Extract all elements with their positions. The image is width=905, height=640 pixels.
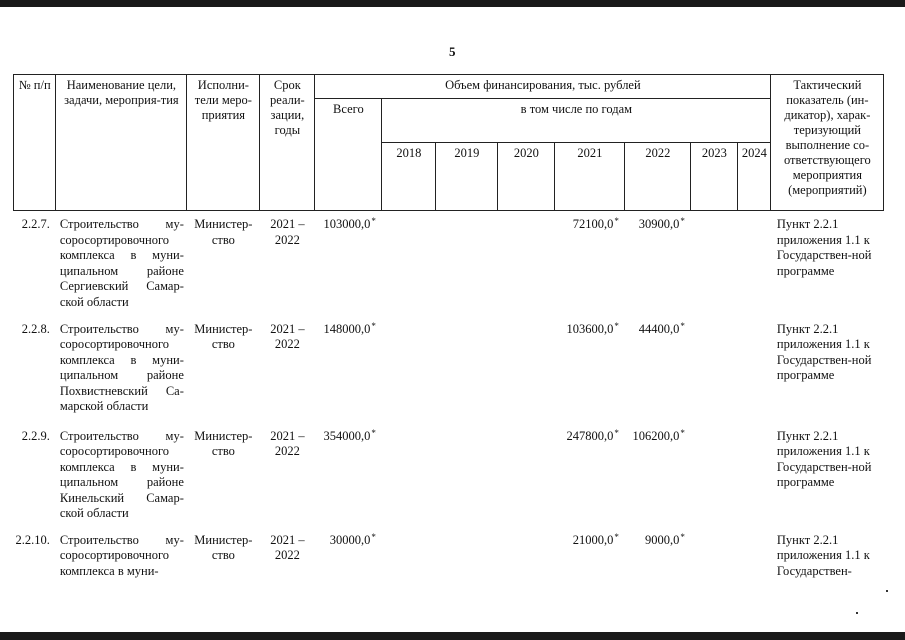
row-y2022 [625, 211, 691, 316]
footnote-mark: * [614, 320, 619, 331]
row-y2023 [691, 423, 738, 527]
row-y2019 [436, 527, 498, 589]
row-total [315, 211, 382, 316]
row-indicator: Пункт 2.2.1 приложения 1.1 к Государствен- [776, 532, 870, 578]
header-name: Наименование цели, задачи, мероприя-тия [56, 75, 187, 211]
row-name: Строительство му-соросортировочного комплекса в муни-ципальном районе Сергиевский Самар-ской области [59, 217, 184, 309]
footnote-mark: * [371, 427, 376, 438]
row-y2024 [738, 211, 771, 316]
amount-value: 354000,0 [323, 428, 371, 443]
header-year: 2019 [436, 143, 498, 211]
header-by-years: в том числе по годам [382, 99, 771, 143]
row-name: Строительство му-соросортировочного комплекса в муни- [59, 532, 184, 578]
footnote-mark: * [371, 320, 376, 331]
row-term: 2021 – 2022 [270, 532, 305, 562]
scan-top-border [0, 0, 905, 7]
table-row [14, 316, 884, 423]
header-indicator: Тактический показатель (ин-дикатор), харак-теризующий выполнение со-ответствующего мероприятия (мероприятий) [771, 75, 884, 211]
header-year: 2018 [382, 143, 436, 211]
row-y2018 [382, 423, 436, 527]
row-number: 2.2.10. [15, 532, 50, 547]
scan-speck [856, 612, 858, 614]
row-number: 2.2.9. [21, 428, 50, 443]
amount-value: 30000,0 [329, 532, 371, 547]
amount-value: 72100,0 [572, 217, 614, 231]
amount-value: 21000,0 [572, 532, 614, 547]
header-year: 2021 [555, 143, 625, 211]
row-y2019 [436, 316, 498, 423]
row-y2023 [691, 316, 738, 423]
header-year: 2022 [625, 143, 691, 211]
amount-value: 103000,0 [323, 217, 371, 231]
amount-value: 103600,0 [566, 321, 614, 336]
footnote-mark: * [680, 216, 685, 226]
row-y2021 [555, 211, 625, 316]
row-y2020 [498, 423, 555, 527]
row-indicator: Пункт 2.2.1 приложения 1.1 к Государствен-ной программе [776, 217, 872, 278]
row-y2020 [498, 316, 555, 423]
footnote-mark: * [614, 216, 619, 226]
row-y2018 [382, 527, 436, 589]
row-y2023 [691, 527, 738, 589]
scan-speck [886, 590, 888, 592]
row-y2021 [555, 423, 625, 527]
row-executor: Министер-ство [194, 428, 253, 458]
row-y2019 [436, 211, 498, 316]
row-term: 2021 – 2022 [270, 321, 305, 351]
row-y2022 [625, 316, 691, 423]
amount-value: 30900,0 [638, 217, 680, 231]
row-y2024 [738, 423, 771, 527]
amount-value: 106200,0 [632, 428, 680, 443]
row-executor: Министер-ство [194, 321, 253, 351]
page-number: 5 [449, 44, 456, 59]
row-number: 2.2.8. [21, 321, 50, 336]
header-executor: Исполни-тели меро-приятия [187, 75, 260, 211]
row-term: 2021 – 2022 [270, 428, 305, 458]
row-y2018 [382, 211, 436, 316]
row-y2020 [498, 527, 555, 589]
row-indicator: Пункт 2.2.1 приложения 1.1 к Государствен-ной программе [776, 321, 872, 382]
row-y2024 [738, 316, 771, 423]
table-row [14, 423, 884, 527]
row-y2023 [691, 211, 738, 316]
row-indicator: Пункт 2.2.1 приложения 1.1 к Государствен-ной программе [776, 428, 872, 489]
financing-table [13, 74, 884, 589]
header-financing: Объем финансирования, тыс. рублей [315, 75, 771, 99]
row-name: Строительство му-соросортировочного комплекса в муни-ципальном районе Похвистневский Са-марской области [59, 321, 184, 413]
header-no: № п/п [14, 75, 56, 211]
amount-value: 148000,0 [323, 321, 371, 336]
amount-value: 9000,0 [645, 532, 680, 547]
footnote-mark: * [680, 531, 685, 542]
row-total [315, 527, 382, 589]
row-total [315, 316, 382, 423]
footnote-mark: * [680, 320, 685, 331]
row-y2018 [382, 316, 436, 423]
row-y2021 [555, 527, 625, 589]
header-term: Срок реали-зации, годы [260, 75, 315, 211]
footnote-mark: * [680, 427, 685, 438]
row-y2019 [436, 423, 498, 527]
row-name: Строительство му-соросортировочного комплекса в муни-ципальном районе Кинельский Самар-ской области [59, 428, 184, 520]
amount-value: 44400,0 [638, 321, 680, 336]
footnote-mark: * [371, 216, 376, 226]
footnote-mark: * [614, 427, 619, 438]
header-year: 2024 [738, 143, 771, 211]
header-year: 2020 [498, 143, 555, 211]
row-executor: Министер-ство [194, 217, 253, 247]
footnote-mark: * [371, 531, 376, 542]
header-year: 2023 [691, 143, 738, 211]
row-y2020 [498, 211, 555, 316]
row-number: 2.2.7. [21, 217, 50, 231]
row-total [315, 423, 382, 527]
footnote-mark: * [614, 531, 619, 542]
table-row [14, 211, 884, 316]
row-term: 2021 – 2022 [270, 217, 305, 247]
header-total: Всего [315, 99, 382, 211]
table-row [14, 527, 884, 589]
row-y2021 [555, 316, 625, 423]
scan-bottom-border [0, 632, 905, 640]
row-executor: Министер-ство [194, 532, 253, 562]
row-y2022 [625, 423, 691, 527]
row-y2022 [625, 527, 691, 589]
amount-value: 247800,0 [566, 428, 614, 443]
row-y2024 [738, 527, 771, 589]
table-body [14, 211, 884, 589]
